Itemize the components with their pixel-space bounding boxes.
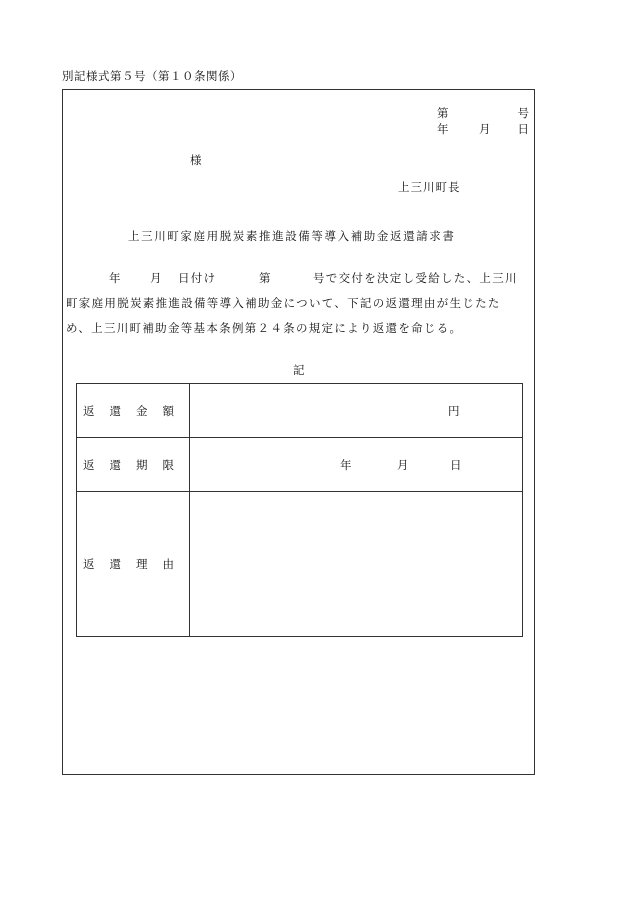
addressee-suffix: 様 (190, 153, 202, 167)
issue-date-year: 年 (437, 122, 449, 136)
deadline-label: 返還期限 (77, 438, 190, 492)
reference-dai: 第 (437, 106, 449, 120)
issue-date-month: 月 (479, 122, 491, 136)
reference-go: 号 (517, 106, 529, 120)
body-dai: 第 (259, 271, 272, 285)
body-year: 年 (109, 271, 122, 285)
reference-number (437, 105, 529, 121)
document-title: 上三川町家庭用脱炭素推進設備等導入補助金返還請求書 (128, 229, 456, 243)
deadline-value-cell[interactable] (190, 438, 523, 492)
deadline-year: 年 (340, 457, 352, 472)
amount-unit: 円 (448, 403, 460, 418)
deadline-month: 月 (397, 457, 409, 472)
body-line-2: 町家庭用脱炭素推進設備等導入補助金について、下記の返還理由が生じたた (66, 296, 501, 310)
body-line-3: め、上三川町補助金等基本条例第２４条の規定により返還を命じる。 (66, 321, 463, 335)
body-line-1 (66, 266, 531, 291)
issue-date-day: 日 (517, 122, 529, 136)
return-details-table (76, 383, 523, 637)
issuer: 上三川町長 (398, 180, 461, 194)
reason-row (77, 492, 523, 637)
body-paragraph (66, 266, 531, 341)
body-month: 月 (150, 271, 163, 285)
amount-label: 返還金額 (77, 384, 190, 438)
body-dated: 日付け (178, 271, 217, 285)
amount-row (77, 384, 523, 438)
amount-value-cell[interactable] (190, 384, 523, 438)
reason-value-cell[interactable] (190, 492, 523, 637)
body-line-1-rest: 号で交付を決定し受給した、上三川 (313, 271, 518, 285)
deadline-day: 日 (450, 457, 462, 472)
reason-label: 返還理由 (77, 492, 190, 637)
form-number: 別記様式第５号（第１０条関係） (62, 69, 242, 83)
deadline-row (77, 438, 523, 492)
ki-heading: 記 (293, 363, 305, 377)
